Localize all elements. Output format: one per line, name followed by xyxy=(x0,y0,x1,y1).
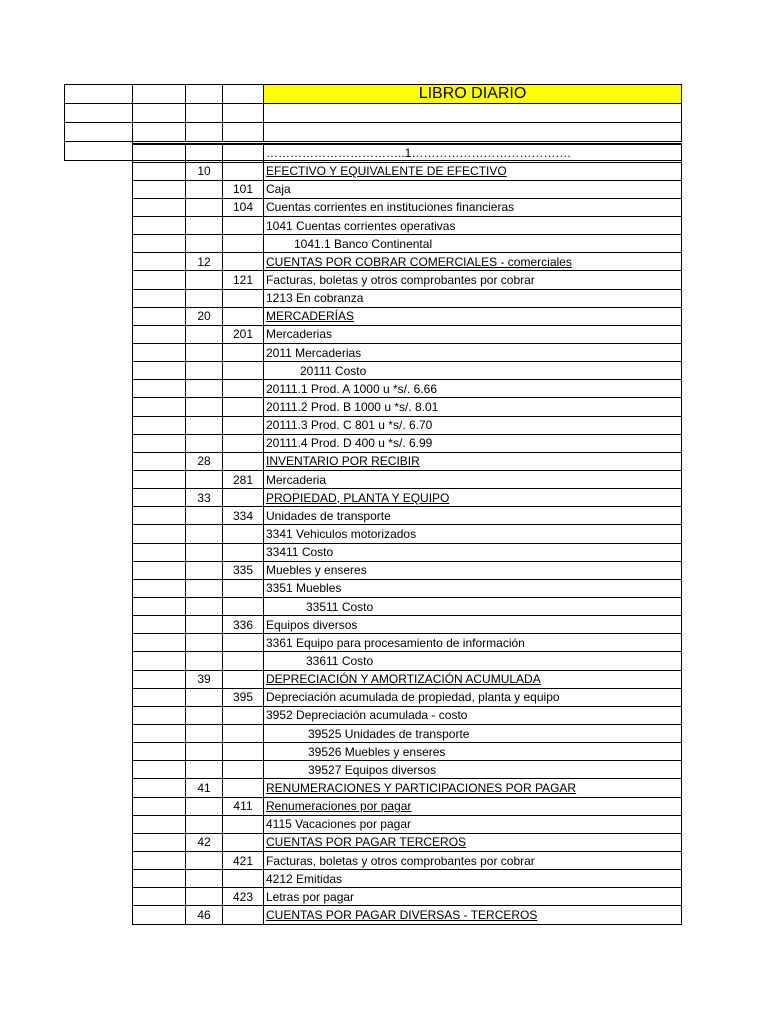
journal-body xyxy=(133,144,682,924)
empty-cell[interactable] xyxy=(133,180,186,198)
table-row xyxy=(133,761,682,779)
account-code-cell[interactable] xyxy=(223,434,264,452)
account-name-cell[interactable]: 3952 Depreciación acumulada - costo xyxy=(264,706,682,724)
table-row xyxy=(133,797,682,815)
account-class-cell[interactable] xyxy=(186,851,223,869)
account-code-cell[interactable]: 395 xyxy=(223,688,264,706)
header-cell[interactable] xyxy=(133,104,186,123)
account-code-cell[interactable] xyxy=(223,235,264,253)
table-row xyxy=(133,307,682,325)
table-row xyxy=(133,743,682,761)
account-class-cell[interactable] xyxy=(186,634,223,652)
table-row xyxy=(133,706,682,724)
account-name-cell[interactable]: MERCADERÍAS xyxy=(264,307,682,325)
account-code-cell[interactable] xyxy=(223,416,264,434)
account-code-cell[interactable] xyxy=(223,452,264,470)
header-cell[interactable] xyxy=(65,123,133,142)
account-name-cell[interactable]: 33411 Costo xyxy=(264,543,682,561)
empty-cell[interactable] xyxy=(133,507,186,525)
account-code-cell[interactable] xyxy=(223,779,264,797)
empty-cell[interactable] xyxy=(133,271,186,289)
account-name-cell[interactable]: 2011 Mercaderias xyxy=(264,344,682,362)
account-code-cell[interactable]: 121 xyxy=(223,271,264,289)
account-class-cell[interactable] xyxy=(186,797,223,815)
table-row xyxy=(133,815,682,833)
account-name-cell[interactable]: 20111 Costo xyxy=(264,362,682,380)
header-cell[interactable] xyxy=(65,104,133,123)
account-class-cell[interactable] xyxy=(186,398,223,416)
header-cell[interactable] xyxy=(264,104,682,123)
table-row xyxy=(133,198,682,216)
account-code-cell[interactable]: 423 xyxy=(223,888,264,906)
table-row xyxy=(133,670,682,688)
account-name-cell[interactable]: 1041 Cuentas corrientes operativas xyxy=(264,217,682,235)
table-row xyxy=(133,416,682,434)
account-class-cell[interactable] xyxy=(186,888,223,906)
account-name-cell[interactable]: 39525 Unidades de transporte xyxy=(264,725,682,743)
account-code-cell[interactable]: 104 xyxy=(223,198,264,216)
table-row xyxy=(133,652,682,670)
account-name-cell[interactable]: 3361 Equipo para procesamiento de información xyxy=(264,634,682,652)
empty-cell[interactable] xyxy=(133,579,186,597)
account-name-cell[interactable]: Unidades de transporte xyxy=(264,507,682,525)
table-row xyxy=(133,289,682,307)
account-name-cell[interactable]: Renumeraciones por pagar xyxy=(264,797,682,815)
account-name-cell[interactable]: Letras por pagar xyxy=(264,888,682,906)
account-code-cell[interactable] xyxy=(223,525,264,543)
account-class-cell[interactable] xyxy=(186,217,223,235)
empty-cell[interactable] xyxy=(133,652,186,670)
account-class-cell[interactable] xyxy=(186,180,223,198)
empty-cell[interactable] xyxy=(133,380,186,398)
empty-cell[interactable] xyxy=(133,670,186,688)
table-row xyxy=(133,543,682,561)
account-name-cell[interactable]: Muebles y enseres xyxy=(264,561,682,579)
account-name-cell[interactable]: 3351 Muebles xyxy=(264,579,682,597)
account-code-cell[interactable] xyxy=(223,743,264,761)
table-row xyxy=(133,362,682,380)
table-row xyxy=(133,253,682,271)
table-row xyxy=(133,906,682,924)
account-class-cell[interactable] xyxy=(186,289,223,307)
header-cell[interactable] xyxy=(133,123,186,142)
account-class-cell[interactable]: 42 xyxy=(186,833,223,851)
empty-cell[interactable] xyxy=(133,289,186,307)
empty-cell[interactable] xyxy=(133,452,186,470)
account-class-cell[interactable] xyxy=(186,507,223,525)
table-row xyxy=(133,144,682,162)
header-cell[interactable] xyxy=(264,123,682,142)
account-name-cell[interactable]: 20111.3 Prod. C 801 u *s/. 6.70 xyxy=(264,416,682,434)
account-code-cell[interactable] xyxy=(223,870,264,888)
account-code-cell[interactable] xyxy=(223,398,264,416)
table-row xyxy=(133,888,682,906)
header-cell[interactable] xyxy=(186,104,223,123)
account-name-cell[interactable]: 33611 Costo xyxy=(264,652,682,670)
header-cell[interactable] xyxy=(186,85,223,104)
account-class-cell[interactable] xyxy=(186,144,223,162)
account-class-cell[interactable] xyxy=(186,198,223,216)
account-class-cell[interactable] xyxy=(186,616,223,634)
account-name-cell[interactable]: INVENTARIO POR RECIBIR xyxy=(264,452,682,470)
account-code-cell[interactable] xyxy=(223,543,264,561)
account-code-cell[interactable]: 201 xyxy=(223,325,264,343)
empty-cell[interactable] xyxy=(133,217,186,235)
account-code-cell[interactable]: 336 xyxy=(223,616,264,634)
account-code-cell[interactable] xyxy=(223,380,264,398)
account-code-cell[interactable] xyxy=(223,670,264,688)
table-row xyxy=(133,634,682,652)
account-code-cell[interactable] xyxy=(223,307,264,325)
table-row xyxy=(133,180,682,198)
account-name-cell[interactable]: DEPRECIACIÓN Y AMORTIZACIÓN ACUMULADA xyxy=(264,670,682,688)
table-row xyxy=(133,434,682,452)
account-name-cell[interactable]: Mercaderia xyxy=(264,471,682,489)
account-class-cell[interactable] xyxy=(186,761,223,779)
account-code-cell[interactable]: 335 xyxy=(223,561,264,579)
account-class-cell[interactable] xyxy=(186,543,223,561)
empty-cell[interactable] xyxy=(133,906,186,924)
table-row xyxy=(133,833,682,851)
account-class-cell[interactable] xyxy=(186,598,223,616)
empty-cell[interactable] xyxy=(133,688,186,706)
account-class-cell[interactable] xyxy=(186,416,223,434)
account-name-cell[interactable]: 39526 Muebles y enseres xyxy=(264,743,682,761)
empty-cell[interactable] xyxy=(133,725,186,743)
account-name-cell[interactable]: 4115 Vacaciones por pagar xyxy=(264,815,682,833)
empty-cell[interactable] xyxy=(133,525,186,543)
header-cell[interactable] xyxy=(223,123,264,142)
account-class-cell[interactable] xyxy=(186,815,223,833)
empty-cell[interactable] xyxy=(133,162,186,180)
table-row xyxy=(133,344,682,362)
account-code-cell[interactable] xyxy=(223,253,264,271)
account-class-cell[interactable]: 28 xyxy=(186,452,223,470)
empty-cell[interactable] xyxy=(133,198,186,216)
empty-cell[interactable] xyxy=(133,870,186,888)
account-name-cell[interactable]: 20111.4 Prod. D 400 u *s/. 6.99 xyxy=(264,434,682,452)
header-cell[interactable] xyxy=(133,85,186,104)
account-class-cell[interactable] xyxy=(186,362,223,380)
account-class-cell[interactable]: 39 xyxy=(186,670,223,688)
table-row xyxy=(133,598,682,616)
account-code-cell[interactable] xyxy=(223,761,264,779)
account-class-cell[interactable] xyxy=(186,344,223,362)
table-row xyxy=(133,380,682,398)
account-class-cell[interactable] xyxy=(186,271,223,289)
table-row xyxy=(133,271,682,289)
empty-cell[interactable] xyxy=(133,416,186,434)
account-class-cell[interactable]: 33 xyxy=(186,489,223,507)
table-row xyxy=(133,217,682,235)
empty-cell[interactable] xyxy=(133,489,186,507)
empty-cell[interactable] xyxy=(133,253,186,271)
account-class-cell[interactable] xyxy=(186,706,223,724)
account-class-cell[interactable] xyxy=(186,525,223,543)
account-class-cell[interactable]: 41 xyxy=(186,779,223,797)
table-row xyxy=(133,779,682,797)
account-name-cell[interactable]: 20111.2 Prod. B 1000 u *s/. 8.01 xyxy=(264,398,682,416)
account-name-cell[interactable]: Cuentas corrientes en instituciones financieras xyxy=(264,198,682,216)
table-row xyxy=(133,851,682,869)
empty-cell[interactable] xyxy=(133,471,186,489)
journal-table xyxy=(132,143,682,925)
account-name-cell[interactable]: 1213 En cobranza xyxy=(264,289,682,307)
table-row xyxy=(133,325,682,343)
account-code-cell[interactable] xyxy=(223,344,264,362)
account-name-cell[interactable]: RENUMERACIONES Y PARTICIPACIONES POR PAGAR xyxy=(264,779,682,797)
account-code-cell[interactable] xyxy=(223,489,264,507)
account-name-cell[interactable]: Facturas, boletas y otros comprobantes por cobrar xyxy=(264,851,682,869)
account-class-cell[interactable]: 20 xyxy=(186,307,223,325)
account-class-cell[interactable] xyxy=(186,579,223,597)
account-name-cell[interactable]: 4212 Emitidas xyxy=(264,870,682,888)
empty-cell[interactable] xyxy=(133,307,186,325)
account-class-cell[interactable] xyxy=(186,471,223,489)
account-name-cell[interactable]: CUENTAS POR PAGAR TERCEROS xyxy=(264,833,682,851)
table-row xyxy=(133,525,682,543)
account-class-cell[interactable] xyxy=(186,870,223,888)
table-row xyxy=(133,507,682,525)
account-class-cell[interactable] xyxy=(186,688,223,706)
account-class-cell[interactable]: 46 xyxy=(186,906,223,924)
empty-cell[interactable] xyxy=(133,888,186,906)
account-class-cell[interactable] xyxy=(186,434,223,452)
table-row xyxy=(133,616,682,634)
table-row xyxy=(133,162,682,180)
account-code-cell[interactable] xyxy=(223,579,264,597)
account-code-cell[interactable] xyxy=(223,906,264,924)
empty-cell[interactable] xyxy=(133,706,186,724)
empty-cell[interactable] xyxy=(133,543,186,561)
page-title[interactable]: LIBRO DIARIO xyxy=(264,85,682,104)
empty-cell[interactable] xyxy=(133,144,186,162)
header-cell[interactable] xyxy=(223,104,264,123)
table-row xyxy=(133,725,682,743)
account-name-cell[interactable]: PROPIEDAD, PLANTA Y EQUIPO xyxy=(264,489,682,507)
empty-cell[interactable] xyxy=(133,398,186,416)
empty-cell[interactable] xyxy=(133,634,186,652)
account-code-cell[interactable] xyxy=(223,725,264,743)
account-code-cell[interactable]: 411 xyxy=(223,797,264,815)
empty-cell[interactable] xyxy=(133,779,186,797)
table-row xyxy=(133,398,682,416)
header-cell[interactable] xyxy=(186,123,223,142)
account-class-cell[interactable] xyxy=(186,743,223,761)
account-name-cell[interactable]: Mercaderias xyxy=(264,325,682,343)
account-class-cell[interactable]: 12 xyxy=(186,253,223,271)
account-code-cell[interactable] xyxy=(223,634,264,652)
empty-cell[interactable] xyxy=(133,743,186,761)
table-row xyxy=(133,452,682,470)
empty-cell[interactable] xyxy=(133,561,186,579)
account-code-cell[interactable] xyxy=(223,833,264,851)
empty-cell[interactable] xyxy=(133,833,186,851)
account-name-cell[interactable]: CUENTAS POR COBRAR COMERCIALES - comerciales xyxy=(264,253,682,271)
account-code-cell[interactable] xyxy=(223,289,264,307)
account-code-cell[interactable] xyxy=(223,162,264,180)
account-code-cell[interactable] xyxy=(223,815,264,833)
account-class-cell[interactable] xyxy=(186,380,223,398)
account-name-cell[interactable]: 20111.1 Prod. A 1000 u *s/. 6.66 xyxy=(264,380,682,398)
account-code-cell[interactable]: 421 xyxy=(223,851,264,869)
account-code-cell[interactable] xyxy=(223,706,264,724)
account-code-cell[interactable] xyxy=(223,217,264,235)
account-code-cell[interactable] xyxy=(223,144,264,162)
table-row xyxy=(133,870,682,888)
empty-cell[interactable] xyxy=(133,325,186,343)
empty-cell[interactable] xyxy=(133,761,186,779)
account-code-cell[interactable] xyxy=(223,652,264,670)
account-class-cell[interactable] xyxy=(186,325,223,343)
account-code-cell[interactable] xyxy=(223,598,264,616)
empty-cell[interactable] xyxy=(133,797,186,815)
account-class-cell[interactable] xyxy=(186,235,223,253)
table-row xyxy=(133,688,682,706)
account-code-cell[interactable]: 101 xyxy=(223,180,264,198)
account-name-cell[interactable]: Facturas, boletas y otros comprobantes por cobrar xyxy=(264,271,682,289)
account-code-cell[interactable]: 334 xyxy=(223,507,264,525)
account-name-cell[interactable]: 1041.1 Banco Continental xyxy=(264,235,682,253)
account-name-cell[interactable]: ……………………………..1…………………………………. xyxy=(264,144,682,162)
account-code-cell[interactable] xyxy=(223,362,264,380)
table-row xyxy=(133,489,682,507)
account-name-cell[interactable]: CUENTAS POR PAGAR DIVERSAS - TERCEROS xyxy=(264,906,682,924)
account-name-cell[interactable]: 39527 Equipos diversos xyxy=(264,761,682,779)
empty-cell[interactable] xyxy=(133,851,186,869)
empty-cell[interactable] xyxy=(133,362,186,380)
empty-cell[interactable] xyxy=(133,598,186,616)
table-row xyxy=(133,235,682,253)
account-class-cell[interactable] xyxy=(186,561,223,579)
empty-cell[interactable] xyxy=(133,344,186,362)
table-row xyxy=(133,579,682,597)
empty-cell[interactable] xyxy=(133,815,186,833)
account-class-cell[interactable]: 10 xyxy=(186,162,223,180)
account-name-cell[interactable]: EFECTIVO Y EQUIVALENTE DE EFECTIVO xyxy=(264,162,682,180)
table-row xyxy=(133,561,682,579)
table-row xyxy=(133,471,682,489)
account-class-cell[interactable] xyxy=(186,725,223,743)
header-cell[interactable] xyxy=(223,85,264,104)
account-code-cell[interactable]: 281 xyxy=(223,471,264,489)
empty-cell[interactable] xyxy=(133,616,186,634)
header-cell[interactable] xyxy=(65,85,133,104)
account-class-cell[interactable] xyxy=(186,652,223,670)
header-cell[interactable] xyxy=(65,142,133,161)
account-name-cell[interactable]: 33511 Costo xyxy=(264,598,682,616)
account-name-cell[interactable]: Depreciación acumulada de propiedad, planta y equipo xyxy=(264,688,682,706)
account-name-cell[interactable]: Equipos diversos xyxy=(264,616,682,634)
account-name-cell[interactable]: Caja xyxy=(264,180,682,198)
empty-cell[interactable] xyxy=(133,235,186,253)
account-name-cell[interactable]: 3341 Vehiculos motorizados xyxy=(264,525,682,543)
empty-cell[interactable] xyxy=(133,434,186,452)
